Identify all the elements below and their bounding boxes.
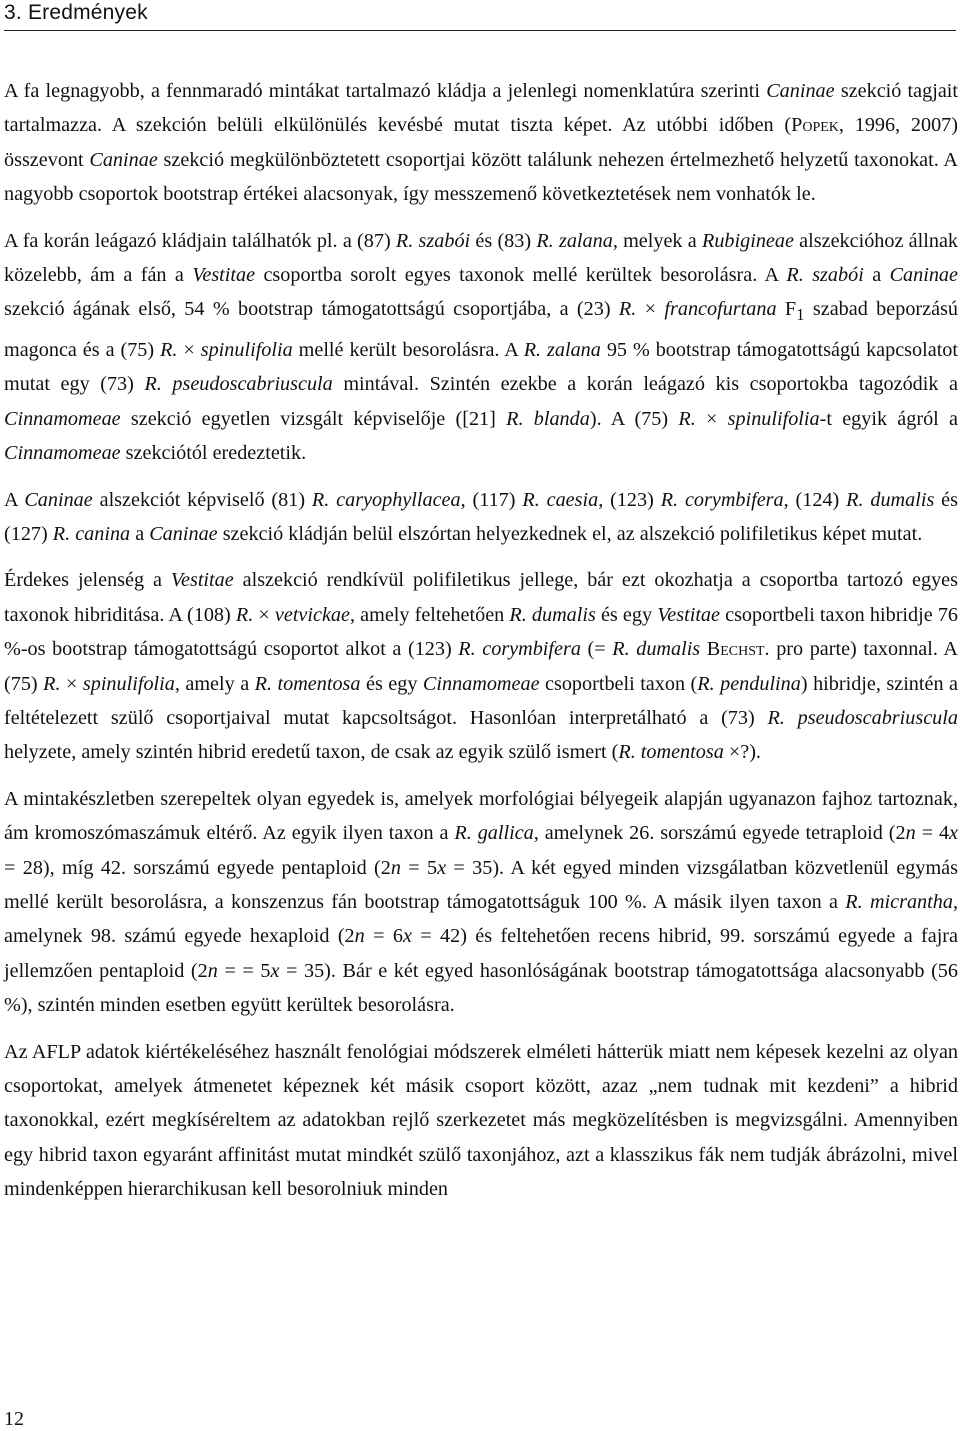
paragraph: A fa legnagyobb, a fennmaradó mintákat tartalmazó kládja a jelenlegi nomenklatúra szerinti Caninae szekció tagjait tartalmazza. A szekción belüli elkülönülés kevésbé mutat tiszta képet. Az utóbbi időben (Popek, 1996, 2007) összevont Caninae szekció megkülönböztetett csoportjai között találunk nehezen értelmezhető helyzetű taxonokat. A nagyobb csoportok bootstrap értékei alacsonyak, így messzemenő következtetések nem vonhatók le. xyxy=(4,80,959,206)
paragraph: Érdekes jelenség a Vestitae alszekció rendkívül polifiletikus jellege, bár ezt okozhatja a csoportba tartozó egyes taxonok hibriditása. A (108) R. × vetvickae, amely feltehetően R. dumalis és egy Vestitae csoportbeli taxon hibridje 76 %-os bootstrap támogatottságú csoportot alkot a (123) R. corymbifera (= R. dumalis Bechst. pro parte) taxonnal. A (75) R. × spinulifolia, amely a R. tomentosa és egy Cinnamomeae csoportbeli taxon (R. pendulina) hibridje, szintén a feltételezett szülő csoportjaival mutat kapcsoltságot. Hasonlóan interpretálható a (73) R. pseudoscabriuscula helyzete, amely szintén hibrid eredetű taxon, de csak az egyik szülő ismert (R. tomentosa ×?). xyxy=(4,569,959,764)
paragraph: A mintakészletben szerepeltek olyan egyedek is, amelyek morfológiai bélyegeik alapján ugyanazon fajhoz tartoznak, ám kromoszómaszámuk eltérő. Az egyik ilyen taxon a R. gallica, amelynek 26. sorszámú egyede tetraploid (2n = 4x = 28), míg 42. sorszámú egyede pentaploid (2n = 5x = 35). A két egyed minden vizsgálatban közvetlenül egymás mellé került besorolásra, a konszenzus fán bootstrap támogatottságuk 100 %. A másik ilyen taxon a R. micrantha, amelynek 98. számú egyede hexaploid (2n = 6x = 42) és feltehetően recens hibrid, 99. sorszámú egyede a fajra jellemzően pentaploid (2n = = 5x = 35). Bár e két egyed hasonlóságának bootstrap támogatottsága alacsonyabb (56 %), szintén minden esetben együtt kerültek besorolásra. xyxy=(4,787,959,1017)
paragraph: Az AFLP adatok kiértékeléséhez használt fenológiai módszerek elméleti hátterük miatt nem képesek kezelni az olyan csoportokat, amelyek átmenetet képeznek két másik csoport között, azaz „nem tudnak mit kezdeni” a hibrid taxonokkal, ezért megkíséreltem az adatokban rejlő szerkezetet más megközelítésben is megvizsgálni. Amennyiben egy hibrid taxon egyaránt affinitást mutat mindkét szülő taxonjához, azt a klasszikus fák nem tudják ábrázolni, mivel mindenképpen hierarchikusan kell besorolniuk minden xyxy=(4,1040,958,1201)
paragraph: A Caninae alszekciót képviselő (81) R. caryophyllacea, (117) R. caesia, (123) R. corymbifera, (124) R. dumalis és (127) R. canina a Caninae szekció kládján belül elszórtan helyezkednek el, az alszekció polifiletikus képet mutat. xyxy=(4,488,958,545)
paragraph: A fa korán leágazó kládjain találhatók pl. a (87) R. szabói és (83) R. zalana, melyek a Rubigineae alszekcióhoz állnak közelebb, ám a fán a Vestitae csoportba sorolt egyes taxonok mellé kerültek besorolásra. A R. szabói a Caninae szekció ágának első, 54 % bootstrap támogatottságú csoportjába, a (23) R. × francofurtana $F_1$ szabad beporzású magonca és a (75) R. × spinulifolia mellé került besorolásra. A R. zalana 95 % bootstrap támogatottságú kapcsolatot mutat egy (73) R. pseudoscabriuscula mintával. Szintén ezekbe a korán leágazó kis csoportokba tagozódik a Cinnamomeae szekció egyetlen vizsgált képviselője ([21] R. blanda). A (75) R. × spinulifolia-t egyik ágról a Cinnamomeae szekciótól eredeztetik. xyxy=(4,229,959,465)
body-text xyxy=(4,74,958,1219)
page-number: 12 xyxy=(4,1408,24,1430)
running-header xyxy=(4,0,956,31)
header-title: 3. Eredmények xyxy=(4,1,148,24)
